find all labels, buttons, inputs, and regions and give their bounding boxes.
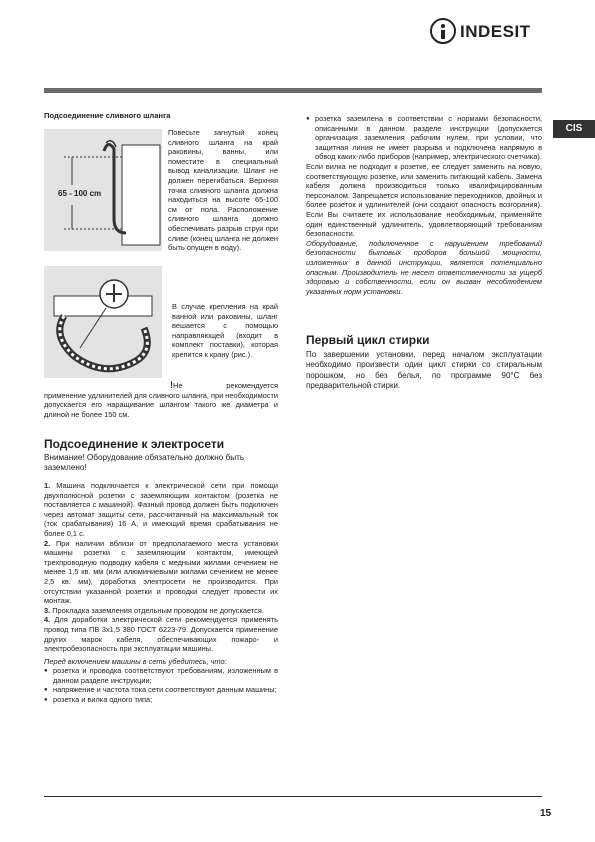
brand-name: INDESIT: [460, 22, 531, 41]
safety-disclaimer: Оборудование, подключенное с нарушением требований безопасности бытовых приборов большой мощности, изложенных в данной инструкции, является потенциально опасным. Производитель не несет ответственности за ущерб здоровью и собственности, если он вызван несоблюдением указанных норм установки.: [306, 238, 542, 296]
list-item: ● розетка и проводка соответствуют требованиям, изложенным в данном разделе инструкции;: [44, 666, 278, 685]
header-rule: [44, 88, 542, 93]
plug-paragraph: Если вилка не подходит к розетке, ее следует заменить на новую, соответствующую розетке, или заменить питающий кабель. Замена кабеля должна производиться только квалифицированным персоналом. Запрещается использование переходников, двойных и более розеток и удлинителей (они создают опасность возгорания). Если Вы считаете их использование необходимым, применяйте один единственный удлинитель, удовлетворяющий требованиям безопасности.: [306, 161, 542, 239]
list-item: ● розетка заземлена в соответствии с нормами безопасности, описанными в данном разделе инструкции (допускается организация заземления рабочим нулем, при условии, что защитная линия не имеет разрыва и подключена напрямую в обвод каких-либо приборов (например, электрического счетчика).: [306, 114, 542, 162]
language-tab: CIS: [553, 120, 595, 138]
drain-figure-2: [44, 266, 162, 378]
drain-paragraph-2: В случае крепления на край ванной или раковины, шланг вешается с помощью направляющей (входит в комплект поставки), которая крепится к крану (рис.).: [172, 302, 278, 359]
drain-title: Подсоединение сливного шланга: [44, 111, 171, 120]
first-cycle-title: Первый цикл стирки: [306, 333, 430, 347]
check-list: [44, 666, 278, 704]
brand-logo: [430, 18, 570, 48]
list-item: 3. Прокладка заземления отдельным проводом не допускается.: [44, 605, 264, 615]
electric-title: Подсоединение к электросети: [44, 437, 225, 451]
right-column: [306, 114, 542, 296]
logo-i-icon: [430, 18, 456, 44]
list-item: 4. Для доработки электрической сети рекомендуется применять провод типа ПВ 3х1,5 380 ГОСТ 6223-79. Допускается применение других марок кабеля, обеспечивающих пожаро- и электробезопасность при эксплуатации машины.: [44, 615, 278, 654]
check-intro: Перед включением машины в сеть убедитесь, что:: [44, 656, 227, 666]
height-label: 65 - 100 cm: [58, 189, 102, 198]
list-item: 2. При наличии вблизи от предполагаемого места установки машины розетки с заземляющим контактом, имеющей трехпроводную подводку кабеля с медными жилами сечением не менее 1,5 кв. мм (или алюминиевыми жилами сечением не менее 2,5 кв. мм), доработка электросети не производится. При отсутствии указанной розетки и проводки следует провести их монтаж.: [44, 538, 278, 606]
list-item: 1. Машина подключается к электрической сети при помощи двухполюсной розетки с заземляющим контактом (розетка не поставляется с машиной). Фазный провод должен быть подключен через автомат защиты сети, рассчитанный на максимальный ток (ток срабатывания) 16 А, и имеющий время срабатывания не более 0,1 с.: [44, 481, 278, 538]
electric-warning: Внимание! Оборудование обязательно должно быть заземлено!: [44, 453, 245, 473]
electric-items: [44, 481, 278, 705]
hose-guide-illustration: [44, 266, 162, 378]
warning-icon: !: [170, 380, 173, 390]
page-number: 15: [540, 808, 552, 819]
drain-paragraph: Повесьте загнутый конец сливного шланга на край раковины, ванны, или поместите в специальный вывод канализации. Шланг не должен перегибаться. Верхняя точка сливного шланга должна находиться на высоте 65-100 см от пола. Расположение сливного шланга должно обеспечивать разрыв струи при сливе (конец шланга не должен быть опущен в воду).: [168, 128, 278, 253]
drain-figure-1: [44, 129, 162, 251]
warning-text: Не рекомендуется применение удлинителей для сливного шланга, при необходимости допускается его наращивание шлангом такого же диаметра и длиной не более 150 см.: [44, 381, 278, 419]
warning-note: [44, 381, 278, 419]
first-cycle-text: По завершении установки, перед началом эксплуатации необходимо произвести один цикл стирки со стиральным порошком, но без белья, по программе 90°С без предварительной стирки.: [306, 350, 542, 391]
footer-rule: [44, 796, 542, 797]
list-item: ● напряжение и частота тока сети соответствуют данным машины;: [44, 685, 278, 695]
list-item: ● розетка и вилка одного типа;: [44, 695, 278, 705]
